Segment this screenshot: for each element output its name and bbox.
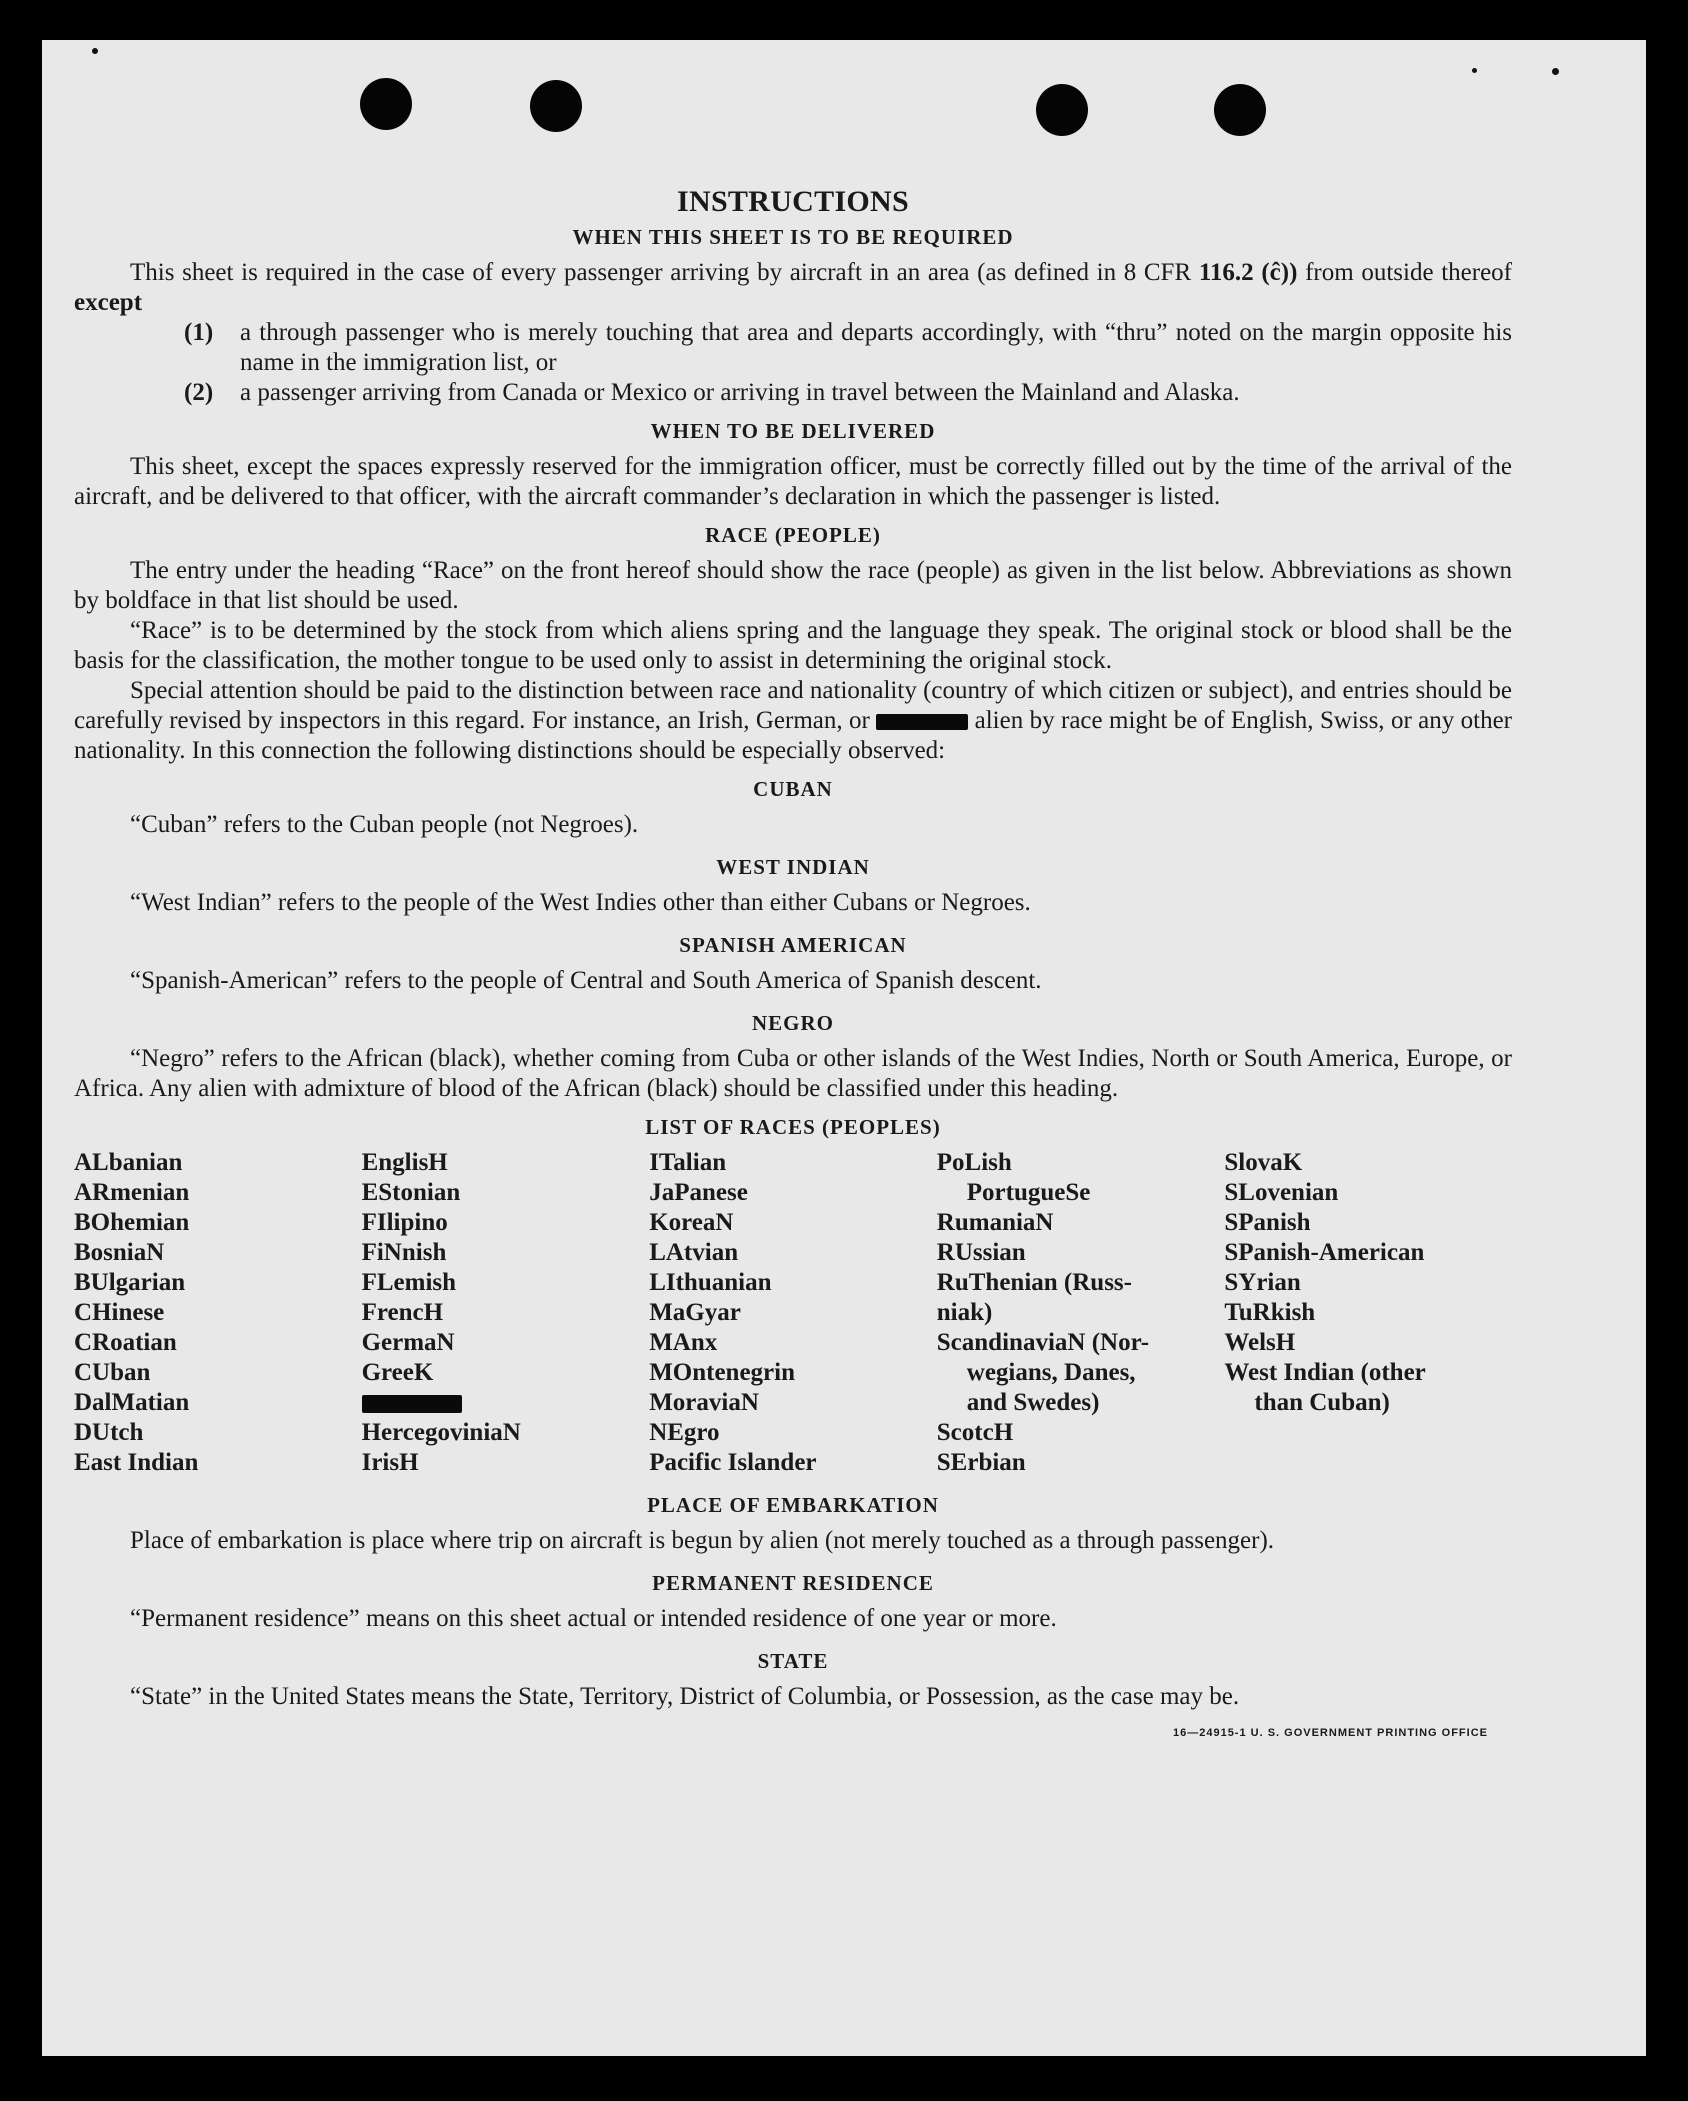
race-entry: FiNnish: [361, 1239, 447, 1266]
speck: [1552, 68, 1559, 75]
race-entry: NEgro: [649, 1419, 720, 1446]
document-page: [42, 40, 1646, 2056]
race-entry: ALbanian: [74, 1149, 183, 1176]
race-entry: FIlipino: [361, 1209, 448, 1236]
section-heading-west-indian: WEST INDIAN: [716, 855, 870, 879]
races-column-5: [1224, 1148, 1512, 1478]
required-paragraph: [74, 258, 1512, 318]
section-heading-required: WHEN THIS SHEET IS TO BE REQUIRED: [572, 225, 1014, 249]
race-entry: MOntenegrin: [649, 1359, 796, 1386]
exception-item: [184, 318, 1512, 378]
race-entry: MoraviaN: [649, 1389, 759, 1416]
section-heading-state: STATE: [757, 1649, 829, 1673]
punch-hole: [530, 80, 582, 132]
cuban-paragraph: “Cuban” refers to the Cuban people (not Negroes).: [130, 811, 639, 838]
section-heading-cuban: CUBAN: [753, 777, 833, 801]
race-entry: Pacific Islander: [649, 1449, 817, 1476]
race-entry: SlovaK: [1224, 1149, 1303, 1176]
section-heading-embarkation: PLACE OF EMBARKATION: [647, 1493, 939, 1517]
redacted-race-entry: [362, 1388, 650, 1418]
race-entry: TuRkish: [1224, 1299, 1316, 1326]
races-list: [74, 1148, 1512, 1478]
race-entry: RumaniaN: [936, 1209, 1054, 1236]
except-word: except: [74, 289, 143, 316]
race-entry: MAnx: [649, 1329, 718, 1356]
race-entry: HercegoviniaN: [361, 1419, 521, 1446]
race-entry: BosniaN: [74, 1239, 165, 1266]
delivered-paragraph: This sheet, except the spaces expressly reserved for the immigration officer, must be correctly filled out by the time of the arrival of the aircraft, and be delivered to that officer, with the aircraft commander’s declaration in which the passenger is listed.: [74, 453, 1512, 510]
race-entry: GermaN: [361, 1329, 455, 1356]
race-entry: GreeK: [361, 1359, 434, 1386]
punch-hole: [1214, 84, 1266, 136]
race-entry: ARmenian: [74, 1179, 190, 1206]
exception-item: [184, 378, 1512, 408]
race-entry: SLovenian: [1224, 1179, 1339, 1206]
speck: [1472, 68, 1477, 73]
race-entry: MaGyar: [649, 1299, 741, 1326]
race-entry: CUban: [74, 1359, 151, 1386]
race-entry: ITalian: [649, 1149, 727, 1176]
race-paragraph-3: [74, 676, 1512, 766]
section-heading-spanish-american: SPANISH AMERICAN: [679, 933, 907, 957]
race-entry: WelsH: [1224, 1329, 1296, 1356]
race-entry: SPanish-American: [1224, 1239, 1425, 1266]
race-entry: CHinese: [74, 1299, 165, 1326]
race-entry: KoreaN: [649, 1209, 734, 1236]
race-entry: SYrian: [1224, 1269, 1301, 1296]
state-row: [74, 1682, 1512, 1739]
race-paragraph-3b: alien by race might be of English, Swiss, or any other nationality. In this connection the following distinctions should be especially observed:: [74, 707, 1513, 764]
race-entry: BUlgarian: [74, 1269, 186, 1296]
punch-hole: [1036, 84, 1088, 136]
section-heading-race: RACE (PEOPLE): [705, 523, 881, 547]
race-entry: wegians, Danes,: [966, 1359, 1136, 1386]
required-intro: This sheet is required in the case of every passenger arriving by aircraft in an area (as defined in 8 CFR: [130, 259, 1192, 286]
instructions-body: [74, 180, 1513, 1739]
race-entry: EStonian: [361, 1179, 461, 1206]
printing-office-code: 16—24915-1 U. S. GOVERNMENT PRINTING OFFICE: [1172, 1727, 1488, 1739]
page-title: INSTRUCTIONS: [677, 185, 909, 218]
section-heading-list: LIST OF RACES (PEOPLES): [645, 1115, 941, 1139]
exception-number: (1): [184, 319, 214, 346]
cfr-citation: 116.2 (ĉ)): [1198, 259, 1298, 286]
state-paragraph: “State” in the United States means the State, Territory, District of Columbia, or Possession, as the case may be.: [130, 1683, 1240, 1710]
embarkation-paragraph: Place of embarkation is place where trip on aircraft is begun by alien (not merely touched as a through passenger).: [130, 1527, 1275, 1554]
race-entry: SErbian: [936, 1449, 1026, 1476]
races-column-2: [362, 1148, 650, 1478]
west-indian-paragraph: “West Indian” refers to the people of the West Indies other than either Cubans or Negroes.: [130, 889, 1031, 916]
races-column-1: [74, 1148, 362, 1478]
exception-text: a passenger arriving from Canada or Mexico or arriving in travel between the Mainland and Alaska.: [240, 379, 1240, 406]
race-entry: niak): [936, 1299, 993, 1326]
redaction-mark: [362, 1395, 462, 1413]
race-paragraph-2: “Race” is to be determined by the stock from which aliens spring and the language they speak. The original stock or blood shall be the basis for the classification, the mother tongue to be used only to assist in determining the original stock.: [74, 617, 1512, 674]
race-entry: FrencH: [361, 1299, 444, 1326]
race-entry: and Swedes): [966, 1389, 1100, 1416]
race-entry: RuThenian (Russ-: [936, 1269, 1132, 1296]
spanish-american-paragraph: “Spanish-American” refers to the people of Central and South America of Spanish descent.: [130, 967, 1042, 994]
residence-paragraph: “Permanent residence” means on this sheet actual or intended residence of one year or more.: [130, 1605, 1057, 1632]
punch-hole: [360, 78, 412, 130]
required-intro-tail: from outside thereof: [1297, 259, 1512, 286]
race-entry: ScandinaviaN (Nor-: [936, 1329, 1150, 1356]
race-entry: East Indian: [74, 1449, 199, 1476]
race-entry: PortugueSe: [966, 1179, 1091, 1206]
race-entry: IrisH: [361, 1449, 419, 1476]
race-entry: ScotcH: [936, 1419, 1014, 1446]
race-entry: LAtvian: [649, 1239, 739, 1266]
race-entry: than Cuban): [1254, 1389, 1390, 1416]
redaction-mark: [876, 714, 968, 730]
race-paragraph-1: The entry under the heading “Race” on the front hereof should show the race (people) as given in the list below. Abbreviations as shown by boldface in that list should be used.: [74, 557, 1512, 614]
negro-paragraph: “Negro” refers to the African (black), whether coming from Cuba or other islands of the West Indies, North or South America, Europe, or Africa. Any alien with admixture of blood of the African (black) should be classified under this heading.: [74, 1045, 1512, 1102]
race-entry: FLemish: [361, 1269, 457, 1296]
exception-text: a through passenger who is merely touching that area and departs accordingly, with “thru” noted on the margin opposite his name in the immigration list, or: [240, 319, 1512, 376]
section-heading-delivered: WHEN TO BE DELIVERED: [650, 419, 936, 443]
race-entry: BOhemian: [74, 1209, 190, 1236]
race-entry: LIthuanian: [649, 1269, 772, 1296]
section-heading-negro: NEGRO: [751, 1011, 834, 1035]
race-entry: West Indian (other: [1224, 1359, 1426, 1386]
race-entry: EnglisH: [361, 1149, 448, 1176]
speck: [92, 48, 98, 54]
race-entry: JaPanese: [649, 1179, 748, 1206]
races-column-3: [649, 1148, 937, 1478]
section-heading-residence: PERMANENT RESIDENCE: [652, 1571, 934, 1595]
race-entry: CRoatian: [74, 1329, 177, 1356]
races-column-4: [937, 1148, 1225, 1478]
race-entry: DUtch: [74, 1419, 144, 1446]
race-entry: RUssian: [936, 1239, 1026, 1266]
race-entry: DalMatian: [74, 1389, 190, 1416]
race-paragraph-3a: Special attention should be paid to the distinction between race and nationality (country of which citizen or subject), and entries should be carefully revised by inspectors in this regard. For instance, an Irish, German, or: [74, 677, 1512, 734]
race-entry: SPanish: [1224, 1209, 1311, 1236]
exception-number: (2): [184, 379, 214, 406]
race-entry: PoLish: [936, 1149, 1012, 1176]
